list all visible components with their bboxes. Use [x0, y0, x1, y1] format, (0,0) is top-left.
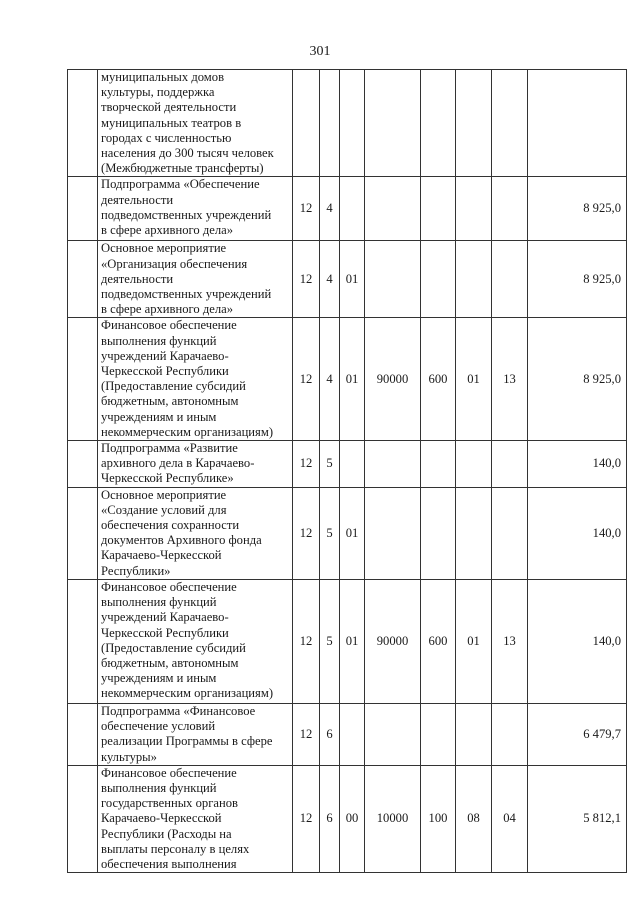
subsection-code-cell [492, 441, 528, 488]
row-index-cell [68, 177, 98, 241]
row-index-cell [68, 487, 98, 579]
subsection-code-cell [492, 703, 528, 765]
subsection-code-cell: 13 [492, 579, 528, 703]
direction-code-cell [365, 441, 421, 488]
row-index-cell [68, 765, 98, 872]
program-code-cell: 12 [293, 177, 320, 241]
expense-type-cell: 100 [421, 765, 456, 872]
program-code-cell: 12 [293, 579, 320, 703]
direction-code-cell [365, 703, 421, 765]
page-number: 301 [309, 44, 331, 59]
row-index-cell [68, 441, 98, 488]
row-name-cell: Подпрограмма «Обеспечение деятельности подведомственных учреждений в сфере архивного дела» [98, 177, 293, 241]
program-code-cell: 12 [293, 765, 320, 872]
activity-code-cell: 01 [340, 487, 365, 579]
amount-cell: 8 925,0 [528, 241, 627, 318]
expense-type-cell [421, 441, 456, 488]
section-code-cell [456, 703, 492, 765]
budget-table [67, 69, 627, 873]
direction-code-cell [365, 177, 421, 241]
subprogram-code-cell: 6 [320, 703, 340, 765]
direction-code-cell [365, 241, 421, 318]
table-row [68, 241, 627, 318]
subprogram-code-cell: 5 [320, 487, 340, 579]
row-name-cell: Подпрограмма «Финансовое обеспечение условий реализации Программы в сфере культуры» [98, 703, 293, 765]
row-index-cell [68, 579, 98, 703]
table-row [68, 70, 627, 177]
program-code-cell: 12 [293, 441, 320, 488]
subsection-code-cell: 13 [492, 318, 528, 441]
subsection-code-cell [492, 177, 528, 241]
section-code-cell [456, 177, 492, 241]
table-row [68, 487, 627, 579]
activity-code-cell: 01 [340, 318, 365, 441]
amount-cell [528, 70, 627, 177]
table-row [68, 441, 627, 488]
subprogram-code-cell: 5 [320, 579, 340, 703]
direction-code-cell [365, 487, 421, 579]
amount-cell: 140,0 [528, 487, 627, 579]
subprogram-code-cell [320, 70, 340, 177]
amount-cell: 140,0 [528, 579, 627, 703]
direction-code-cell: 90000 [365, 318, 421, 441]
program-code-cell: 12 [293, 241, 320, 318]
row-name-cell: Основное мероприятие «Создание условий для обеспечения сохранности документов Архивного фонда Карачаево-Черкесской Республики» [98, 487, 293, 579]
activity-code-cell [340, 441, 365, 488]
row-name-cell: Основное мероприятие «Организация обеспечения деятельности подведомственных учреждений в сфере архивного дела» [98, 241, 293, 318]
expense-type-cell [421, 70, 456, 177]
subprogram-code-cell: 6 [320, 765, 340, 872]
row-name-cell: Финансовое обеспечение выполнения функций учреждений Карачаево- Черкесской Республики (Предоставление субсидий бюджетным, автономным учреждениям и иным некоммерческим организациям) [98, 318, 293, 441]
subprogram-code-cell: 5 [320, 441, 340, 488]
expense-type-cell [421, 487, 456, 579]
section-code-cell [456, 441, 492, 488]
activity-code-cell [340, 177, 365, 241]
row-name-cell: Финансовое обеспечение выполнения функций учреждений Карачаево- Черкесской Республики (Предоставление субсидий бюджетным, автономным учреждениям и иным некоммерческим организациям) [98, 579, 293, 703]
section-code-cell: 01 [456, 318, 492, 441]
budget-table-body [68, 70, 627, 873]
activity-code-cell [340, 703, 365, 765]
subsection-code-cell [492, 241, 528, 318]
section-code-cell: 01 [456, 579, 492, 703]
section-code-cell [456, 241, 492, 318]
row-name-cell: Финансовое обеспечение выполнения функций государственных органов Карачаево-Черкесской Республики (Расходы на выплаты персоналу в целях обеспечения выполнения [98, 765, 293, 872]
amount-cell: 5 812,1 [528, 765, 627, 872]
table-row [68, 177, 627, 241]
row-index-cell [68, 70, 98, 177]
section-code-cell [456, 487, 492, 579]
section-code-cell: 08 [456, 765, 492, 872]
expense-type-cell: 600 [421, 579, 456, 703]
amount-cell: 140,0 [528, 441, 627, 488]
row-index-cell [68, 703, 98, 765]
program-code-cell: 12 [293, 318, 320, 441]
direction-code-cell [365, 70, 421, 177]
program-code-cell: 12 [293, 703, 320, 765]
table-row [68, 318, 627, 441]
activity-code-cell: 00 [340, 765, 365, 872]
activity-code-cell: 01 [340, 241, 365, 318]
subprogram-code-cell: 4 [320, 241, 340, 318]
program-code-cell [293, 70, 320, 177]
subsection-code-cell [492, 70, 528, 177]
expense-type-cell: 600 [421, 318, 456, 441]
program-code-cell: 12 [293, 487, 320, 579]
subprogram-code-cell: 4 [320, 177, 340, 241]
row-name-cell: муниципальных домов культуры, поддержка творческой деятельности муниципальных театров в городах с численностью населения до 300 тысяч человек (Межбюджетные трансферты) [98, 70, 293, 177]
row-index-cell [68, 318, 98, 441]
table-row [68, 703, 627, 765]
amount-cell: 8 925,0 [528, 318, 627, 441]
subsection-code-cell [492, 487, 528, 579]
activity-code-cell: 01 [340, 579, 365, 703]
table-row [68, 765, 627, 872]
row-index-cell [68, 241, 98, 318]
subsection-code-cell: 04 [492, 765, 528, 872]
section-code-cell [456, 70, 492, 177]
expense-type-cell [421, 703, 456, 765]
row-name-cell: Подпрограмма «Развитие архивного дела в Карачаево- Черкесской Республике» [98, 441, 293, 488]
amount-cell: 8 925,0 [528, 177, 627, 241]
expense-type-cell [421, 177, 456, 241]
expense-type-cell [421, 241, 456, 318]
table-row [68, 579, 627, 703]
subprogram-code-cell: 4 [320, 318, 340, 441]
amount-cell: 6 479,7 [528, 703, 627, 765]
activity-code-cell [340, 70, 365, 177]
direction-code-cell: 10000 [365, 765, 421, 872]
direction-code-cell: 90000 [365, 579, 421, 703]
